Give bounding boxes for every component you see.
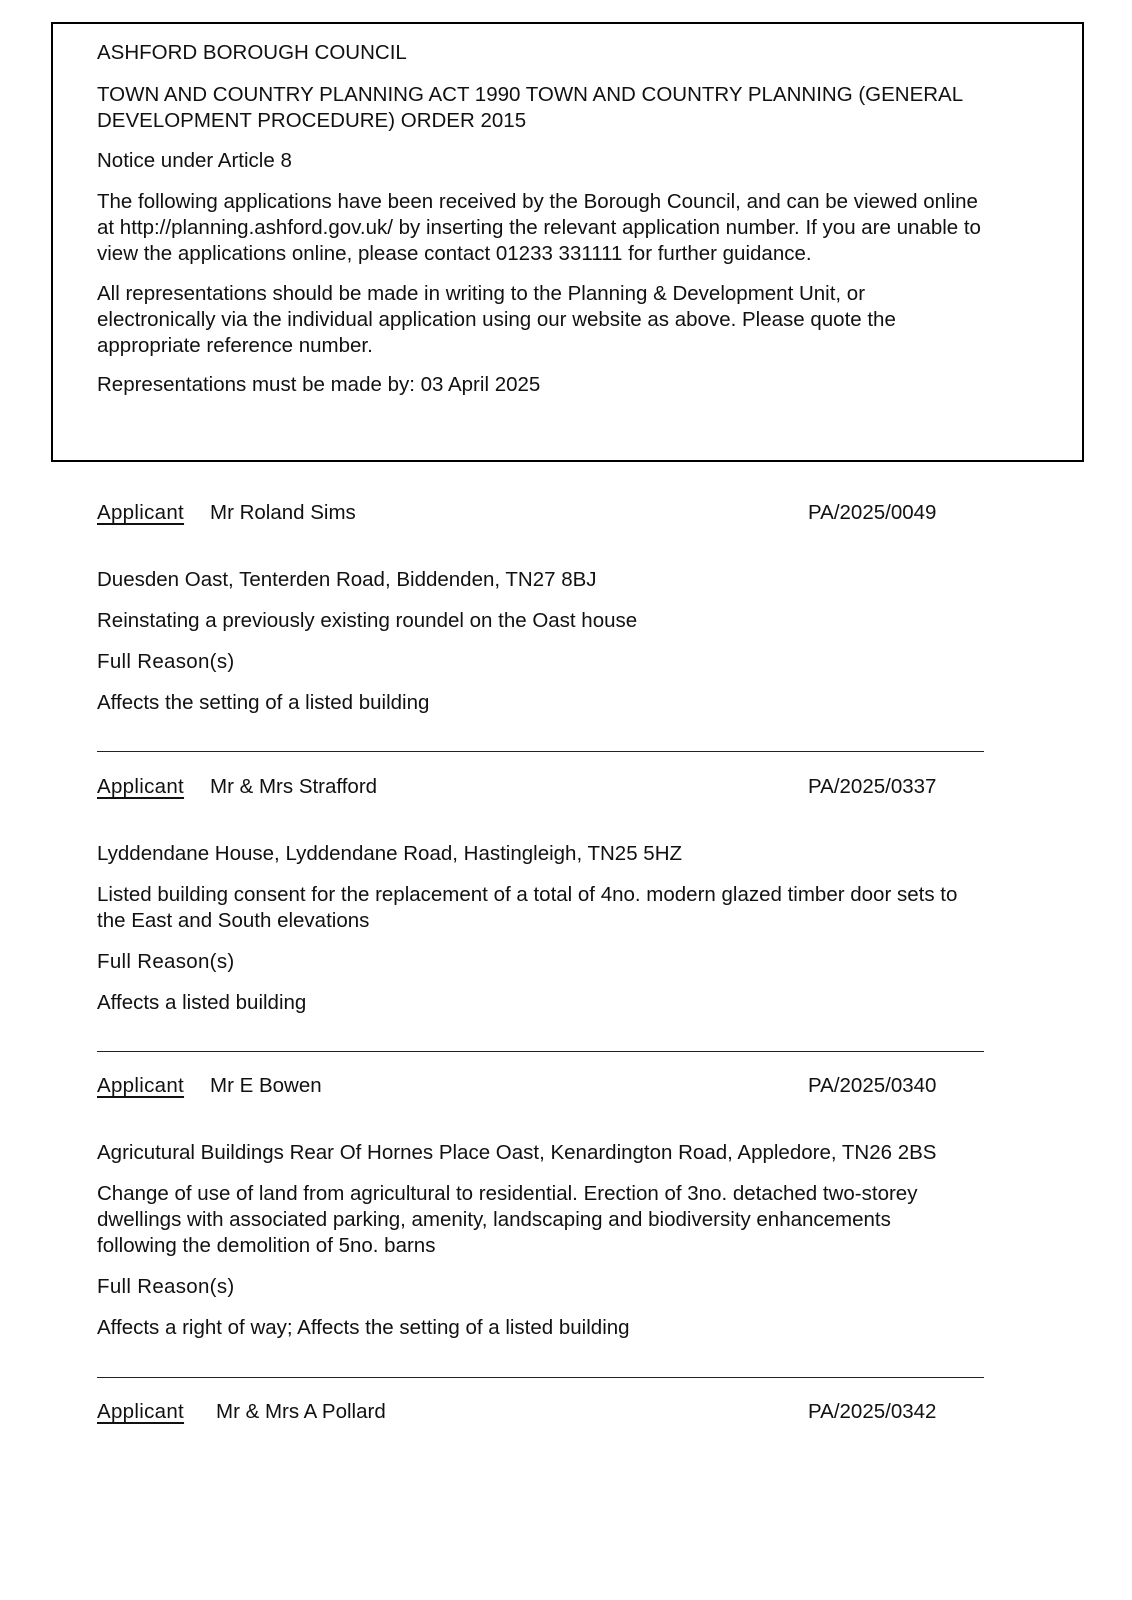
divider (97, 1377, 984, 1378)
representations-paragraph: All representations should be made in writing to the Planning & Development Unit, or electronically via the individual application using our website as above. Please quote the appropriate reference number. (97, 282, 896, 357)
applicant-name: Mr & Mrs Strafford (210, 775, 378, 798)
full-reasons-label: Full Reason(s) (97, 1275, 235, 1298)
applicant-label: Applicant (97, 1400, 185, 1423)
council-name: ASHFORD BOROUGH COUNCIL (97, 41, 407, 64)
proposal-description: Listed building consent for the replacement of a total of 4no. modern glazed timber door sets to the East and South elevations (97, 883, 958, 932)
full-reasons-label: Full Reason(s) (97, 950, 235, 973)
application-reference: PA/2025/0340 (808, 1074, 937, 1097)
proposal-description: Reinstating a previously existing roundel on the Oast house (97, 609, 638, 632)
act-title: TOWN AND COUNTRY PLANNING ACT 1990 TOWN AND COUNTRY PLANNING (GENERAL DEVELOPMENT PROCEDURE) ORDER 2015 (97, 83, 963, 132)
application-reference: PA/2025/0342 (808, 1400, 937, 1423)
site-address: Lyddendane House, Lyddendane Road, Hastingleigh, TN25 5HZ (97, 842, 683, 865)
application-reference: PA/2025/0049 (808, 501, 937, 524)
applicant-label: Applicant (97, 1074, 185, 1097)
application-reference: PA/2025/0337 (808, 775, 937, 798)
reason-text: Affects the setting of a listed building (97, 691, 430, 714)
reason-text: Affects a right of way; Affects the setting of a listed building (97, 1316, 630, 1339)
reason-text: Affects a listed building (97, 991, 307, 1014)
site-address: Agricutural Buildings Rear Of Hornes Place Oast, Kenardington Road, Appledore, TN26 2BS (97, 1141, 937, 1164)
article-notice: Notice under Article 8 (97, 149, 292, 172)
applicant-label: Applicant (97, 775, 185, 798)
deadline-text: Representations must be made by: 03 April 2025 (97, 373, 541, 396)
applicant-name: Mr Roland Sims (210, 501, 356, 524)
proposal-description: Change of use of land from agricultural to residential. Erection of 3no. detached two-storey dwellings with associated parking, amenity, landscaping and biodiversity enhancements following the demolition of 5no. barns (97, 1182, 918, 1257)
divider (97, 751, 984, 752)
applicant-label: Applicant (97, 501, 185, 524)
applicant-name: Mr E Bowen (210, 1074, 322, 1097)
site-address: Duesden Oast, Tenterden Road, Biddenden, TN27 8BJ (97, 568, 597, 591)
applicant-name: Mr & Mrs A Pollard (216, 1400, 386, 1423)
divider (97, 1051, 984, 1052)
notice-box (51, 22, 1084, 462)
full-reasons-label: Full Reason(s) (97, 650, 235, 673)
intro-paragraph: The following applications have been received by the Borough Council, and can be viewed online at http://planning.ashford.gov.uk/ by inserting the relevant application number. If you are unable to view the applications online, please contact 01233 331111 for further guidance. (97, 190, 981, 265)
